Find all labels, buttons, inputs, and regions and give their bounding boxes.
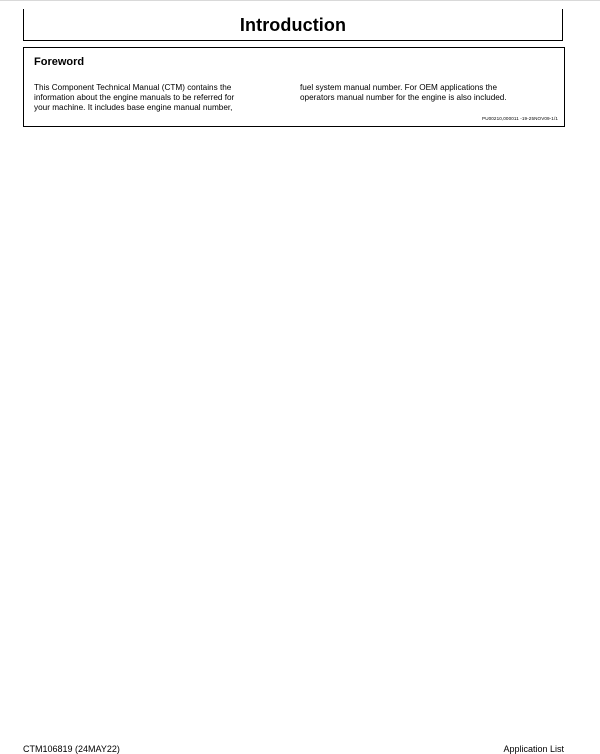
- body-line: fuel system manual number. For OEM applications the: [300, 83, 498, 92]
- foreword-section: [23, 47, 565, 127]
- foreword-right-column: [300, 83, 558, 103]
- body-line: information about the engine manuals to be referred for: [34, 93, 235, 102]
- body-line: your machine. It includes base engine manual number,: [34, 103, 233, 112]
- body-line: operators manual number for the engine is also included.: [300, 93, 507, 102]
- reference-code: PU00210,000011 -19-25NOV09-1/1: [482, 116, 558, 121]
- footer-section-label: Application List: [503, 744, 564, 754]
- foreword-left-column: [34, 83, 289, 113]
- section-heading: Foreword: [34, 56, 85, 68]
- footer-manual-id: CTM106819 (24MAY22): [23, 744, 120, 754]
- page-title: Introduction: [239, 15, 347, 35]
- body-line: This Component Technical Manual (CTM) contains the: [34, 83, 232, 92]
- page-title-box: [23, 9, 563, 41]
- top-rule: [0, 0, 600, 1]
